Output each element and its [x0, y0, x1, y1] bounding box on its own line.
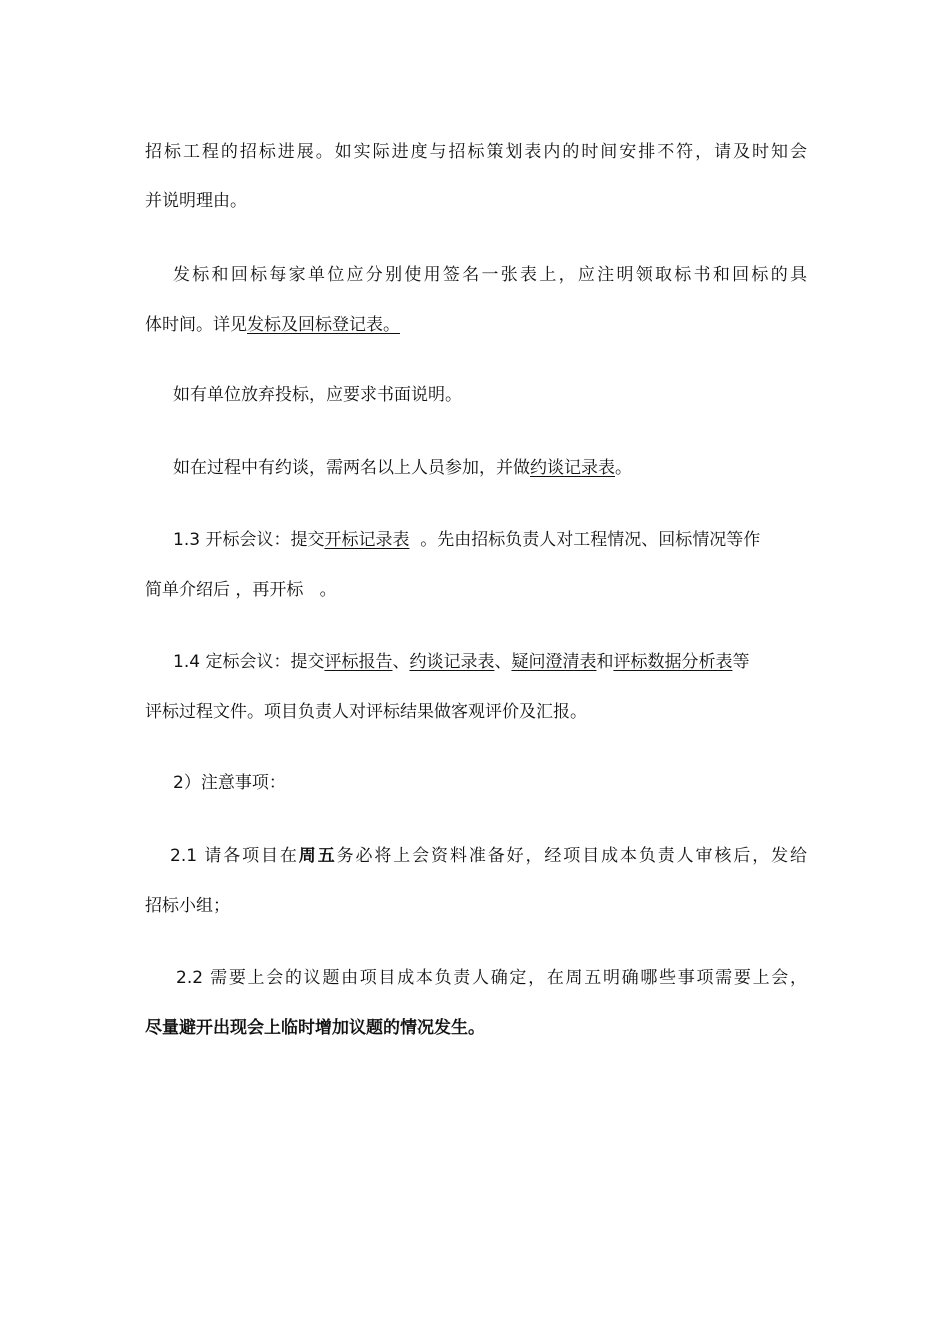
para-sign-line2-prefix: 体时间。详见 [145, 315, 247, 335]
para-sign-line1: 发标和回标每家单位应分别使用签名一张表上，应注明领取标书和回标的具 [173, 265, 807, 285]
para-interview-prefix: 如在过程中有约谈，需两名以上人员参加，并做 [173, 458, 530, 478]
note-2-2-line2: 尽量避开出现会上临时增加议题的情况发生。 [145, 1018, 485, 1038]
sep-1: 、 [392, 652, 410, 672]
para-interview [173, 456, 835, 480]
underline-tail [400, 315, 410, 335]
note-2-1-prefix: 2.1 请各项目在 [170, 846, 299, 866]
interview-record-link[interactable]: 约谈记录表 [530, 458, 615, 478]
sep-3: 和 [596, 652, 614, 672]
section-1-3-line1 [173, 528, 807, 552]
notes-heading: 2）注意事项： [173, 773, 286, 793]
note-2-2-line1: 2.2 需要上会的议题由项目成本负责人确定，在周五明确哪些事项需要上会， [176, 968, 807, 988]
section-1-4-suffix: 等 [732, 652, 750, 672]
interview-record-link-2[interactable]: 约谈记录表 [409, 652, 495, 672]
clarification-form-link[interactable]: 疑问澄清表 [511, 652, 597, 672]
section-1-4-line1 [173, 650, 807, 674]
section-1-3-suffix: 。先由招标负责人对工程情况、回标情况等作 [409, 530, 761, 550]
section-1-4-line2: 评标过程文件。项目负责人对评标结果做客观评价及汇报。 [145, 702, 587, 722]
bid-opening-record-link[interactable]: 开标记录表 [324, 530, 410, 550]
para-intro-line1: 招标工程的招标进展。如实际进度与招标策划表内的时间安排不符，请及时知会 [145, 142, 807, 162]
note-2-1-suffix: 务必将上会资料准备好，经项目成本负责人审核后，发给 [336, 846, 808, 866]
section-1-3-line2: 简单介绍后 ，再开标 。 [145, 580, 337, 600]
para-sign-line2 [145, 313, 807, 337]
sep-2: 、 [494, 652, 512, 672]
evaluation-report-link[interactable]: 评标报告 [324, 652, 393, 672]
note-2-1-line2: 招标小组； [145, 896, 230, 916]
note-2-1-line1 [170, 844, 807, 868]
sign-register-form-link[interactable]: 发标及回标登记表。 [247, 315, 400, 335]
section-1-3-prefix: 1.3 开标会议：提交 [173, 530, 325, 550]
para-interview-suffix: 。 [615, 458, 632, 478]
evaluation-data-analysis-link[interactable]: 评标数据分析表 [613, 652, 733, 672]
para-abandon: 如有单位放弃投标，应要求书面说明。 [173, 385, 462, 405]
para-intro-line2: 并说明理由。 [145, 191, 247, 211]
section-1-4-prefix: 1.4 定标会议：提交 [173, 652, 325, 672]
note-2-1-bold: 周五 [298, 846, 337, 866]
